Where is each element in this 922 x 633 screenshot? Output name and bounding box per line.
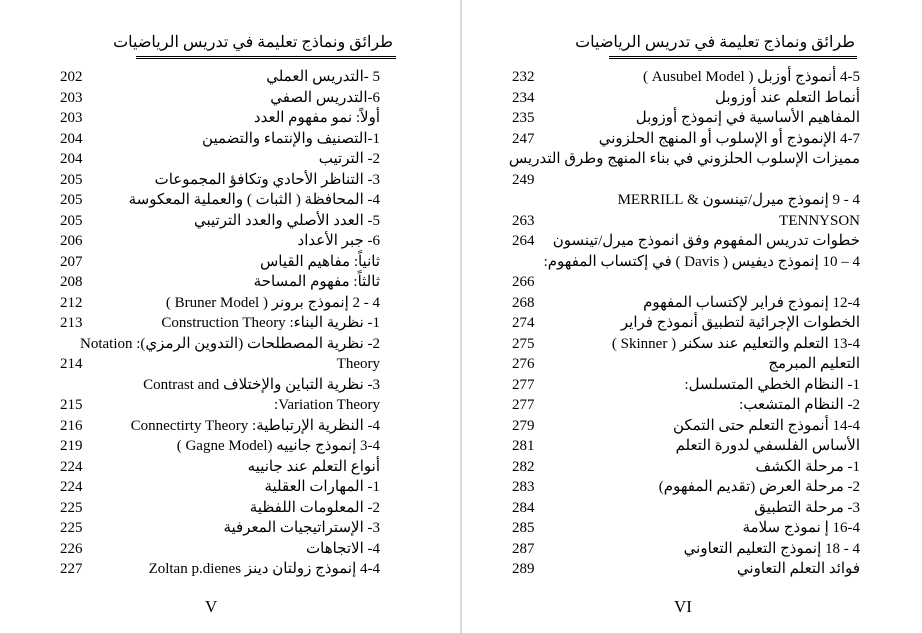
toc-entry-title: 3- التناظر الأحادي وتكافؤ المجموعات [154,171,380,188]
toc-entry-title: 1- المهارات العقلية [264,479,380,495]
toc-entry-title: Variation Theory: [274,397,380,413]
toc-entry [512,231,860,252]
toc-entry-title: 13-4 التعلم والتعليم عند سكنر ( Skinner ) [611,335,860,352]
toc-entry [512,129,860,150]
toc-entry [512,88,860,109]
toc-page-number: 224 [60,479,83,495]
toc-entry-title: 1- مرحلة الكشف [755,458,860,475]
toc-entry-title: 4-4 إنموذج زولتان دينز Zoltan p.dienes [148,561,380,577]
toc-entry [512,539,860,560]
toc-entry [512,272,860,293]
right-page [462,0,922,633]
toc-page-number: 205 [60,212,83,229]
page-header: طرائق ونماذج تعليمة في تدريس الرياضيات [575,34,855,51]
toc-entry-title: الأساس الفلسفي لدورة التعلم [675,438,860,454]
toc-entry [512,559,860,580]
toc-entry [60,190,380,211]
toc-page-number: 264 [512,233,535,249]
toc-entry-title: 3- مرحلة التطبيق [754,499,860,516]
toc-entry-title: Theory [336,356,380,372]
toc-entry-title: خطوات تدريس المفهوم وفق انموذج ميرل/تينسون [552,233,860,249]
toc-entry-title: 2- النظام المتشعب: [739,397,860,413]
table-of-contents [508,67,860,580]
toc-page-number: 216 [60,417,83,434]
toc-page-number: 212 [60,294,83,311]
toc-page-number: 232 [512,69,535,85]
toc-entry [60,477,380,498]
toc-entry [60,88,380,109]
toc-entry [512,334,860,355]
toc-entry [60,129,380,150]
toc-entry [60,252,380,273]
toc-entry-title: أنواع التعلم عند جانييه [247,458,380,475]
toc-entry [60,457,380,478]
toc-page-number: 268 [512,294,535,311]
toc-entry [60,108,380,129]
toc-entry [60,211,380,232]
toc-page-number: 207 [60,253,83,270]
toc-entry-title: 3- الإستراتيجيات المعرفية [223,520,380,536]
toc-entry-title: 6- جبر الأعداد [297,233,380,249]
toc-entry-title: 12-4 إنموذج فراير لإكتساب المفهوم [643,294,860,311]
header-underline [609,58,857,59]
toc-entry [60,354,380,375]
toc-page-number: 202 [60,69,83,85]
toc-page-number: 249 [512,171,535,188]
toc-entry-title: فوائد التعلم التعاوني [736,561,860,577]
toc-entry [60,334,380,355]
toc-entry-title: ثانياً: مفاهيم القياس [259,253,380,270]
toc-entry-title: 4 - 9 إنموذج ميرل/تينسون & MERRILL [617,192,860,208]
toc-entry [512,354,860,375]
toc-page-number: 289 [512,561,535,577]
toc-page-number: 213 [60,315,83,331]
toc-page-number: 282 [512,458,535,475]
toc-entry [512,416,860,437]
toc-entry-title: 4 – 10 إنموذج ديفيس ( Davis ) في إكتساب المفهوم: [543,253,860,270]
toc-entry [512,477,860,498]
toc-entry [60,416,380,437]
toc-entry-title: المفاهيم الأساسية في إنموذج أوزوبل [635,110,860,126]
toc-entry [512,293,860,314]
toc-entry [60,498,380,519]
toc-entry-title: 6-التدريس الصفي [270,89,380,106]
toc-entry-title: 1- النظام الخطي المتسلسل: [684,376,860,393]
toc-entry-title: ثالثاً: مفهوم المساحة [253,274,380,290]
toc-entry-title: أولاً: نمو مفهوم العدد [253,110,380,126]
toc-page-number: 206 [60,233,83,249]
header-underline [136,58,396,59]
toc-entry-title: 4- الاتجاهات [306,540,380,557]
toc-entry-title: مميزات الإسلوب الحلزوني في بناء المنهج وطرق التدريس [508,151,860,167]
toc-entry-title: 4 - 18 إنموذج التعليم التعاوني [683,540,860,557]
toc-page-number: 263 [512,212,535,229]
toc-entry [60,272,380,293]
toc-entry-title: 14-4 أنموذج التعلم حتى التمكن [672,417,860,434]
toc-page-number: 266 [512,274,535,290]
toc-entry-title: الخطوات الإجرائية لتطبيق أنموذج فراير [620,315,860,331]
toc-page-number: 247 [512,130,535,147]
toc-page-number: 225 [60,499,83,516]
toc-page-number: 226 [60,540,83,557]
toc-entry-title: 4- المحافظة ( الثبات ) والعملية المعكوسة [128,192,380,208]
toc-entry [60,149,380,170]
toc-entry [512,395,860,416]
toc-entry-title: 3- نظرية التباين والإختلاف Contrast and [143,376,380,393]
left-page [0,0,460,633]
toc-entry [60,518,380,539]
toc-entry [60,436,380,457]
toc-entry [512,457,860,478]
toc-page-number: 227 [60,561,83,577]
toc-page-number: 281 [512,438,535,454]
toc-entry [512,190,860,211]
toc-page-number: 276 [512,356,535,372]
toc-entry-title: TENNYSON [779,212,860,229]
toc-entry-title: 4-7 الإنموذج أو الإسلوب أو المنهج الحلزوني [598,130,860,147]
toc-entry-title: أنماط التعلم عند أوزوبل [715,89,860,106]
toc-entry [60,395,380,416]
toc-entry [512,67,860,88]
toc-entry [512,375,860,396]
toc-entry-title: 1- نظرية البناء: Construction Theory [161,315,380,331]
toc-page-number: 275 [512,335,535,352]
toc-entry [512,498,860,519]
page-number: V [205,597,218,616]
toc-entry-title: 1-التصنيف والإنتماء والتضمين [202,130,380,147]
toc-entry-title: 4 - 2 إنموذج برونر ( Bruner Model ) [165,294,380,311]
toc-entry [508,149,860,170]
toc-page-number: 277 [512,376,535,393]
toc-page-number: 224 [60,458,83,475]
toc-page-number: 214 [60,356,83,372]
toc-entry [512,518,860,539]
toc-entry-title: 5- العدد الأصلي والعدد الترتيبي [194,212,380,229]
toc-page-number: 234 [512,89,535,106]
toc-page-number: 287 [512,540,535,557]
toc-page-number: 215 [60,397,83,413]
toc-entry [512,108,860,129]
toc-entry [512,313,860,334]
toc-entry-title: 4-5 أنموذج أوزبل ( Ausubel Model ) [643,69,860,85]
toc-entry [512,211,860,232]
toc-page-number: 279 [512,417,535,434]
page-header: طرائق ونماذج تعليمة في تدريس الرياضيات [113,34,393,51]
toc-page-number: 203 [60,89,83,106]
toc-entry-title: 16-4 إ نموذج سلامة [742,520,860,536]
toc-entry-title: 3-4 إنموذج جانييه (Gagne Model ) [176,438,380,454]
toc-entry-title: 2- نظرية المصطلحات (التدوين الرمزي): Notation [80,335,380,352]
toc-page-number: 235 [512,110,535,126]
toc-entry-title: 5 -التدريس العملي [266,69,380,85]
toc-page-number: 204 [60,130,83,147]
toc-page-number: 203 [60,110,83,126]
toc-entry [60,67,380,88]
toc-entry [512,252,860,273]
toc-entry-title: التعليم المبرمج [768,356,860,372]
toc-page-number: 208 [60,274,83,290]
toc-page-number: 204 [60,151,83,167]
toc-page-number: 219 [60,438,83,454]
header-underline [136,56,396,57]
page-number: VI [674,597,692,616]
toc-page-number: 285 [512,520,535,536]
toc-entry [512,436,860,457]
toc-entry-title: 2- الترتيب [318,151,380,167]
toc-page-number: 205 [60,192,83,208]
toc-entry-title: 2- المعلومات اللفظية [249,499,380,516]
toc-entry [60,375,380,396]
toc-entry [60,170,380,191]
toc-page-number: 225 [60,520,83,536]
toc-entry [512,170,860,191]
toc-entry-title: 2- مرحلة العرض (تقديم المفهوم) [658,479,860,495]
toc-entry [60,559,380,580]
toc-page-number: 284 [512,499,535,516]
toc-entry-title: 4- النظرية الإرتباطية: Connectirty Theory [130,417,380,434]
header-underline [609,56,857,57]
toc-entry [60,231,380,252]
toc-page-number: 283 [512,479,535,495]
toc-entry [60,293,380,314]
toc-page-number: 205 [60,171,83,188]
toc-page-number: 274 [512,315,535,331]
toc-entry [60,313,380,334]
table-of-contents [60,67,380,580]
toc-entry [60,539,380,560]
toc-page-number: 277 [512,397,535,413]
